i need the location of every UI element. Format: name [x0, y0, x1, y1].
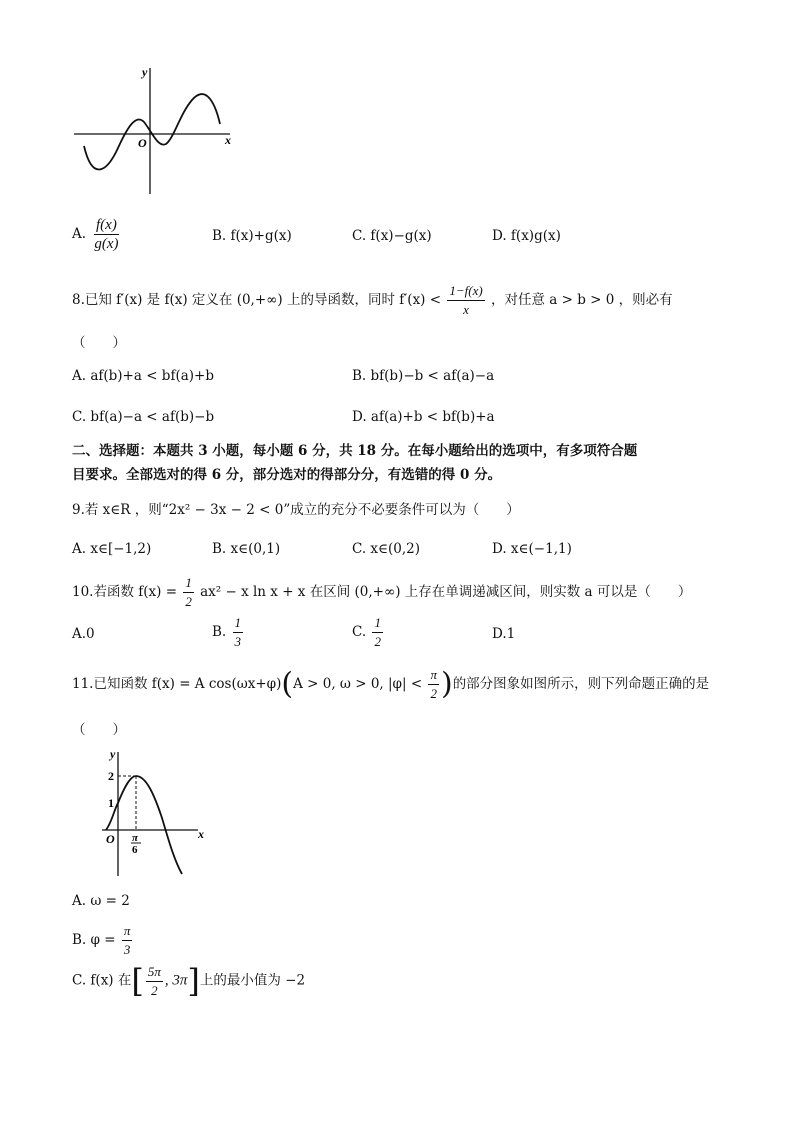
fraction-numerator: 5π	[146, 963, 163, 982]
q10-stem-part2: ax² − x ln x + x 在区间 (0,+∞) 上存在单调递减区间，则实数 a 可以是（ ）	[200, 584, 692, 600]
q10-option-d[interactable]: D.1	[492, 626, 516, 642]
option-label: B.	[212, 624, 227, 640]
q8-option-c[interactable]: C. bf(a)−a < af(b)−b	[72, 409, 215, 425]
q7-option-d[interactable]: D. f(x)g(x)	[492, 228, 561, 244]
section2-instructions-line1: 二、选择题：本题共 3 小题，每小题 6 分，共 18 分。在每小题给出的选项中，有多项符合题	[72, 443, 638, 459]
fraction-numerator: 1	[183, 574, 194, 593]
q8-stem-part2: ，对任意 a > b > 0 ，则必有	[490, 292, 673, 308]
q10-option-c[interactable]	[352, 614, 385, 651]
fraction-denominator: 2	[151, 982, 158, 998]
q8-option-a[interactable]: A. af(b)+a < bf(a)+b	[72, 368, 214, 384]
q9-option-a[interactable]: A. x∈[−1,2)	[72, 541, 152, 557]
q11-stem-part1: 11.已知函数 f(x) = A cos(ωx+φ)	[72, 676, 282, 692]
q11-answer-paren: （ ）	[72, 722, 126, 738]
q10-stem	[72, 574, 691, 611]
tick-label-x-numerator: π	[132, 832, 139, 844]
fraction-numerator: π	[122, 922, 133, 941]
q11-option-c-interval-end: , 3π	[164, 972, 188, 989]
q11-condition: A > 0, ω > 0, |φ| <	[293, 676, 423, 692]
q7-option-a[interactable]	[72, 216, 123, 253]
fraction-denominator: g(x)	[94, 236, 119, 252]
x-axis-label: x	[225, 133, 231, 147]
function-graph-1	[70, 62, 240, 202]
q9-option-c[interactable]: C. x∈(0,2)	[352, 541, 421, 557]
fraction-numerator: π	[428, 666, 439, 685]
x-axis-label: x	[198, 827, 204, 841]
fraction-numerator: f(x)	[96, 217, 117, 233]
q8-option-b[interactable]: B. bf(b)−b < af(a)−a	[352, 368, 495, 384]
option-label: B. φ =	[72, 932, 116, 948]
q11-option-c-part1: C. f(x) 在	[72, 972, 132, 989]
q11-option-a[interactable]: A. ω = 2	[72, 893, 130, 909]
curve	[84, 94, 220, 169]
fraction-denominator: 2	[430, 686, 437, 701]
q7-option-b[interactable]: B. f(x)+g(x)	[212, 228, 292, 244]
q11-option-c[interactable]: C. f(x) 在[ $\frac{5\pi}{2}$ , 3π]上的最小值为 −2	[72, 962, 306, 1000]
q11-stem-part2: 的部分图象如图所示，则下列命题正确的是	[452, 676, 710, 692]
q9-option-b[interactable]: B. x∈(0,1)	[212, 541, 281, 557]
section2-instructions-line2: 目要求。全部选对的得 6 分，部分选对的得部分分，有选错的得 0 分。	[72, 467, 502, 483]
q8-answer-paren: （ ）	[72, 335, 126, 351]
tick-label-y-2: 2	[108, 769, 114, 783]
q11-option-c-part2: 上的最小值为 −2	[199, 972, 306, 989]
fraction-numerator: 1−f(x)	[447, 282, 484, 301]
q8-option-d[interactable]: D. af(a)+b < bf(b)+a	[352, 409, 495, 425]
tick-label-y-1: 1	[108, 796, 114, 810]
q10-stem-part1: 10.若函数 f(x) =	[72, 584, 178, 600]
fraction-denominator: 3	[123, 942, 131, 957]
fraction-denominator: x	[463, 302, 469, 317]
function-graph-2	[98, 746, 218, 882]
q11-option-b[interactable]	[72, 922, 134, 959]
fraction-denominator: 3	[234, 634, 242, 649]
origin-label: O	[106, 832, 115, 846]
y-axis-label: y	[110, 747, 116, 761]
fraction-numerator: 1	[233, 614, 244, 633]
q11-stem: 11.已知函数 f(x) = A cos(ωx+φ)(A > 0, ω > 0, |φ| < $\frac{\pi}{2}$ )的部分图象如图所示，则下列命题正确的是	[72, 666, 710, 702]
q8-stem-part1: 8.已知 f′(x) 是 f(x) 定义在 (0,+∞) 上的导函数，同时 f′(x) <	[72, 292, 442, 308]
fraction-denominator: 2	[185, 594, 192, 609]
q7-option-c[interactable]: C. f(x)−g(x)	[352, 228, 432, 244]
q8-stem	[72, 282, 673, 319]
q10-option-a[interactable]: A.0	[72, 626, 95, 642]
option-label: C.	[352, 624, 367, 640]
q9-stem: 9.若 x∈R ，则“2x² − 3x − 2 < 0”成立的充分不必要条件可以为（ ）	[72, 502, 520, 518]
q10-option-b[interactable]	[212, 614, 245, 651]
option-label: A.	[72, 226, 87, 242]
fraction-denominator: 2	[374, 634, 381, 649]
tick-label-x-denominator: 6	[132, 844, 138, 856]
q9-option-d[interactable]: D. x∈(−1,1)	[492, 541, 572, 557]
origin-label: O	[138, 136, 147, 150]
y-axis-label: y	[142, 65, 148, 79]
fraction-numerator: 1	[372, 614, 383, 633]
